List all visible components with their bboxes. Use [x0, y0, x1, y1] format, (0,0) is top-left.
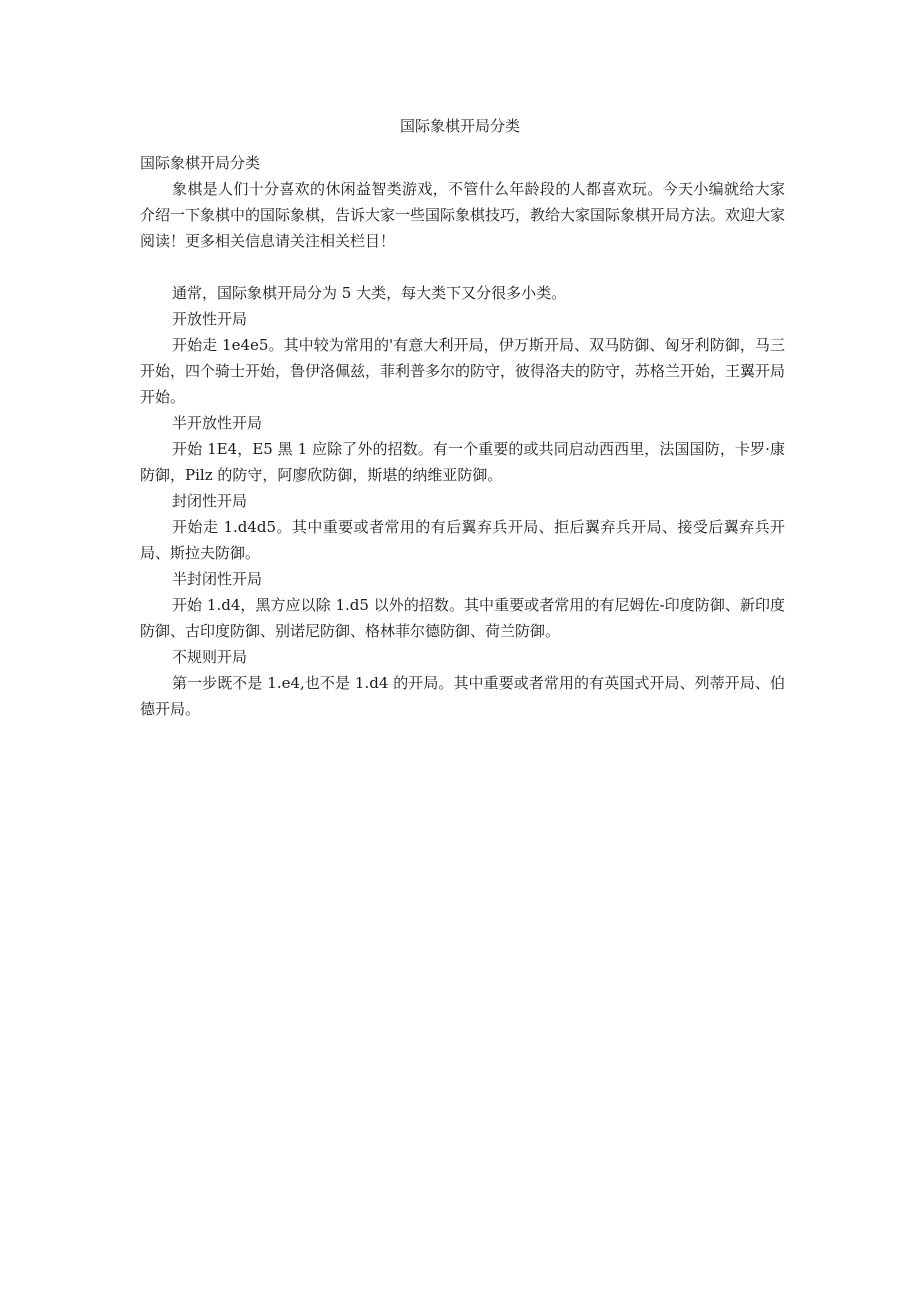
section-heading-irregular: 不规则开局: [172, 648, 248, 666]
document-title: 国际象棋开局分类: [399, 117, 520, 135]
section-body-semi-open: 开始 1E4，E5 黑 1 应除了外的招数。有一个重要的或共同启动西西里，法国国防，卡罗·康防御，Pilz 的防守，阿廖欣防御，斯堪的纳维亚防御。: [140, 440, 785, 484]
section-heading-open: 开放性开局: [172, 310, 248, 328]
section-body-semi-closed: 开始 1.d4，黑方应以除 1.d5 以外的招数。其中重要或者常用的有尼姆佐-印度防御、新印度防御、古印度防御、别诺尼防御、格林菲尔德防御、荷兰防御。: [140, 596, 785, 640]
paragraph-spacer: [140, 254, 785, 280]
section-body-irregular: 第一步既不是 1.e4,也不是 1.d4 的开局。其中重要或者常用的有英国式开局、列蒂开局、伯德开局。: [140, 674, 785, 718]
summary-paragraph: 通常，国际象棋开局分为 5 大类，每大类下又分很多小类。: [172, 284, 567, 302]
section-heading-semi-closed: 半封闭性开局: [172, 570, 263, 588]
section-body-closed: 开始走 1.d4d5。其中重要或者常用的有后翼弃兵开局、拒后翼弃兵开局、接受后翼弃兵开局、斯拉夫防御。: [140, 518, 785, 562]
section-heading-closed: 封闭性开局: [172, 492, 248, 510]
document-subtitle: 国际象棋开局分类: [140, 154, 261, 172]
section-body-open: 开始走 1e4e5。其中较为常用的'有意大利开局，伊万斯开局、双马防御、匈牙利防御，马三开始，四个骑士开始，鲁伊洛佩兹，菲利普多尔的防守，彼得洛夫的防守，苏格兰开始，王翼开局开始。: [140, 336, 786, 406]
intro-paragraph: 象棋是人们十分喜欢的休闲益智类游戏，不管什么年龄段的人都喜欢玩。今天小编就给大家介绍一下象棋中的国际象棋，告诉大家一些国际象棋技巧，教给大家国际象棋开局方法。欢迎大家阅读！更多相关信息请关注相关栏目！: [140, 180, 786, 250]
document-body: [140, 150, 785, 722]
section-heading-semi-open: 半开放性开局: [172, 414, 263, 432]
